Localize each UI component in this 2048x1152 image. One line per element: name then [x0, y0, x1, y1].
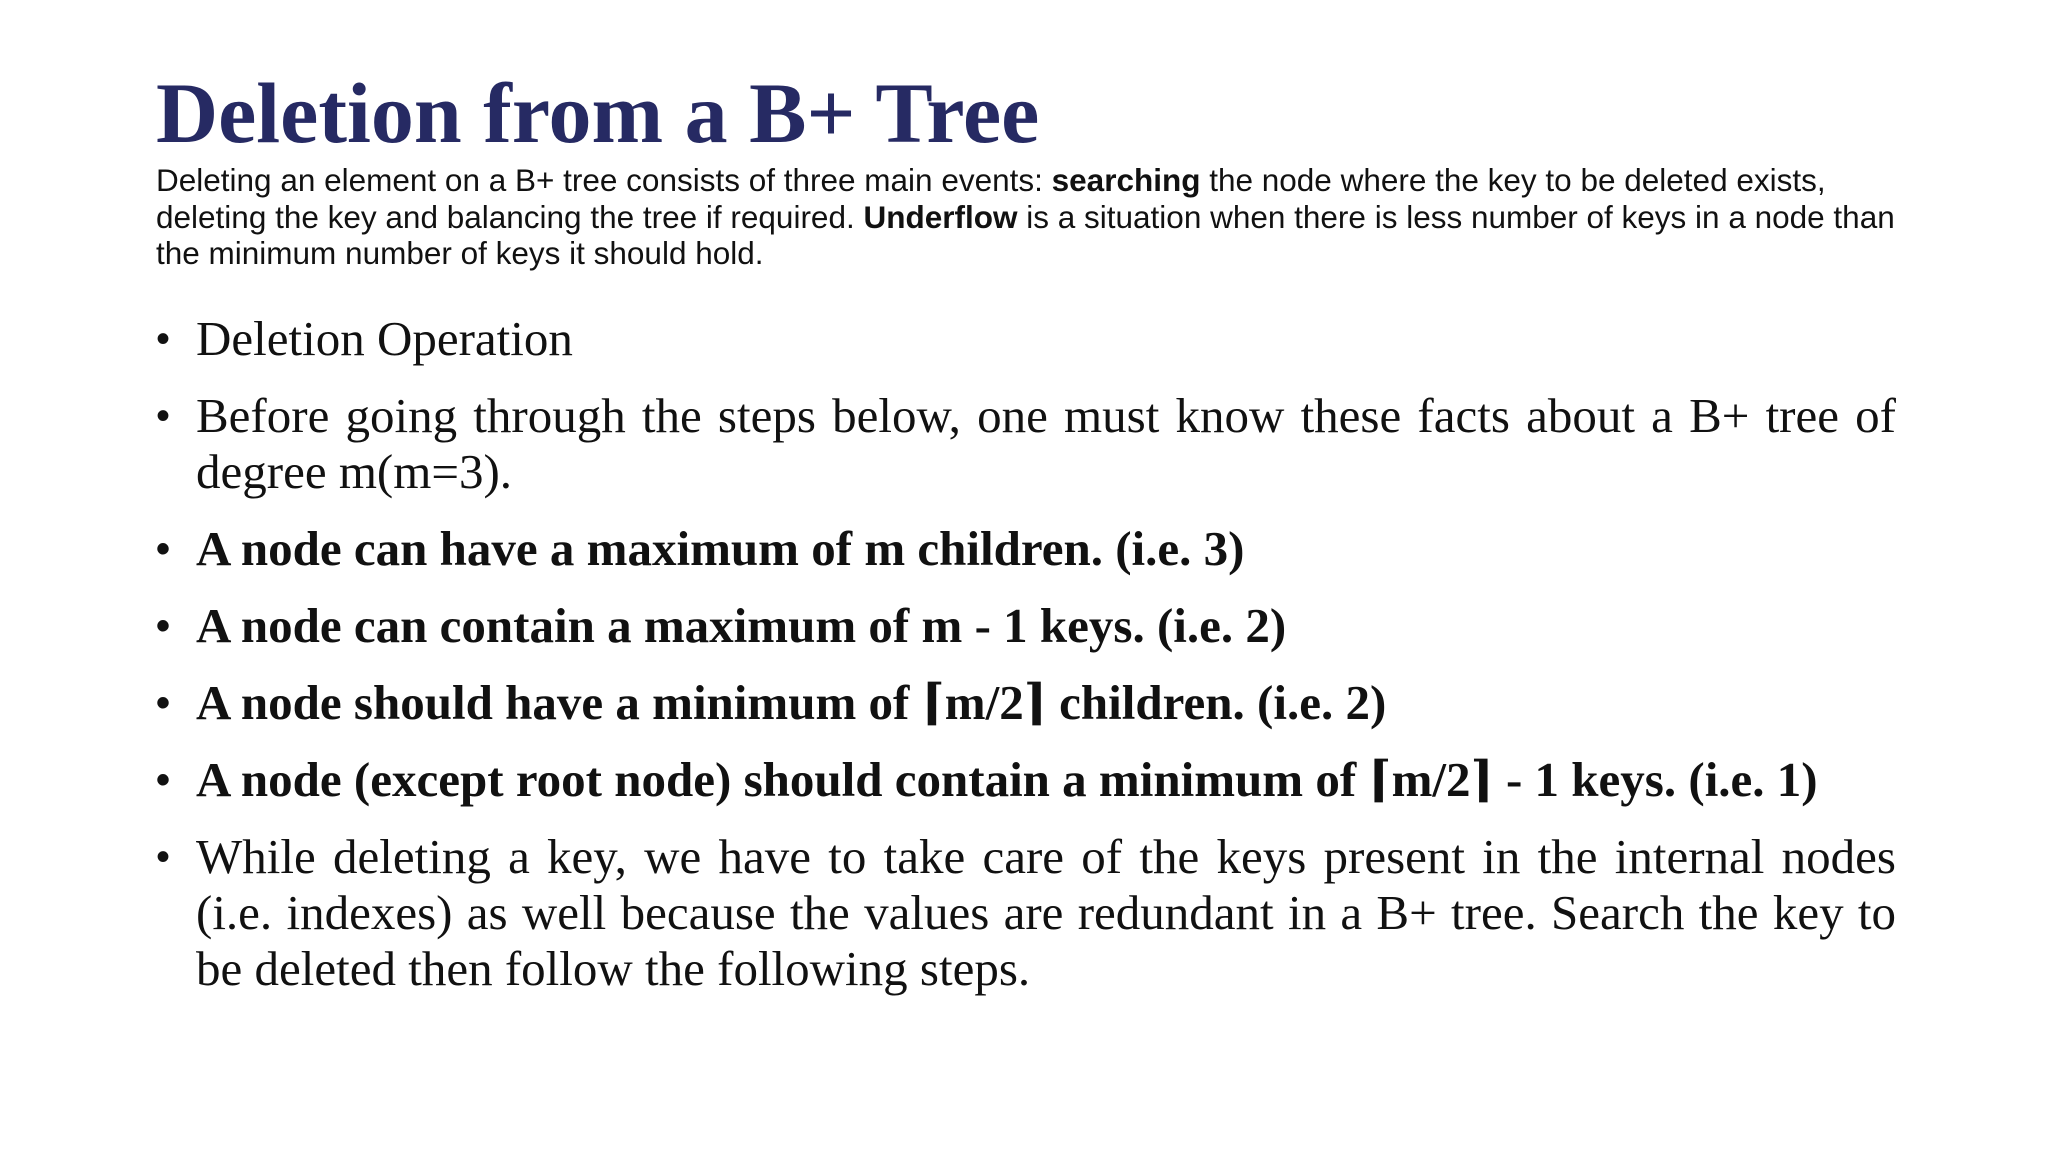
- bullet-item: [156, 829, 1896, 997]
- bullet-dot-icon: •: [156, 317, 171, 361]
- bullet-text: A node (except root node) should contain a minimum of ⌈m/2⌉ - 1 keys. (i.e. 1): [196, 752, 1818, 807]
- bullet-dot-icon: •: [156, 394, 171, 438]
- intro-paragraph: [156, 162, 1896, 272]
- bullet-dot-icon: •: [156, 604, 171, 648]
- intro-bold-underflow: Underflow: [863, 198, 1018, 235]
- bullet-dot-icon: •: [156, 758, 171, 802]
- bullet-item: [156, 752, 1896, 808]
- bullet-text: A node can contain a maximum of m - 1 keys. (i.e. 2): [196, 598, 1287, 653]
- bullet-dot-icon: •: [156, 681, 171, 725]
- bullet-text: While deleting a key, we have to take care of the keys present in the internal nodes (i.e. indexes) as well because the values are redundant in a B+ tree. Search the key to be deleted then follow the following steps.: [196, 829, 1896, 996]
- bullet-item: [156, 598, 1896, 654]
- bullet-text: A node should have a minimum of ⌈m/2⌉ children. (i.e. 2): [196, 675, 1387, 730]
- bullet-item: [156, 521, 1896, 577]
- bullet-dot-icon: •: [156, 527, 171, 571]
- slide-title: Deletion from a B+ Tree: [156, 65, 1040, 161]
- bullet-text: A node can have a maximum of m children. (i.e. 3): [196, 521, 1245, 576]
- intro-text-3: is a situation when there is less number of keys in a node than the minimum number of keys it should hold.: [156, 198, 1895, 271]
- bullet-text: Deletion Operation: [196, 311, 573, 366]
- bullet-list: [156, 311, 1896, 1018]
- bullet-item: [156, 311, 1896, 367]
- intro-text-1: Deleting an element on a B+ tree consists of three main events:: [156, 162, 1052, 198]
- bullet-item: [156, 675, 1896, 731]
- bullet-text: Before going through the steps below, one must know these facts about a B+ tree of degree m(m=3).: [196, 388, 1896, 499]
- bullet-item: [156, 388, 1896, 500]
- bullet-dot-icon: •: [156, 835, 171, 879]
- intro-bold-searching: searching: [1051, 162, 1201, 198]
- intro-text-2: the node where the key to be deleted exists, deleting the key and balancing the tree if required.: [156, 162, 1826, 235]
